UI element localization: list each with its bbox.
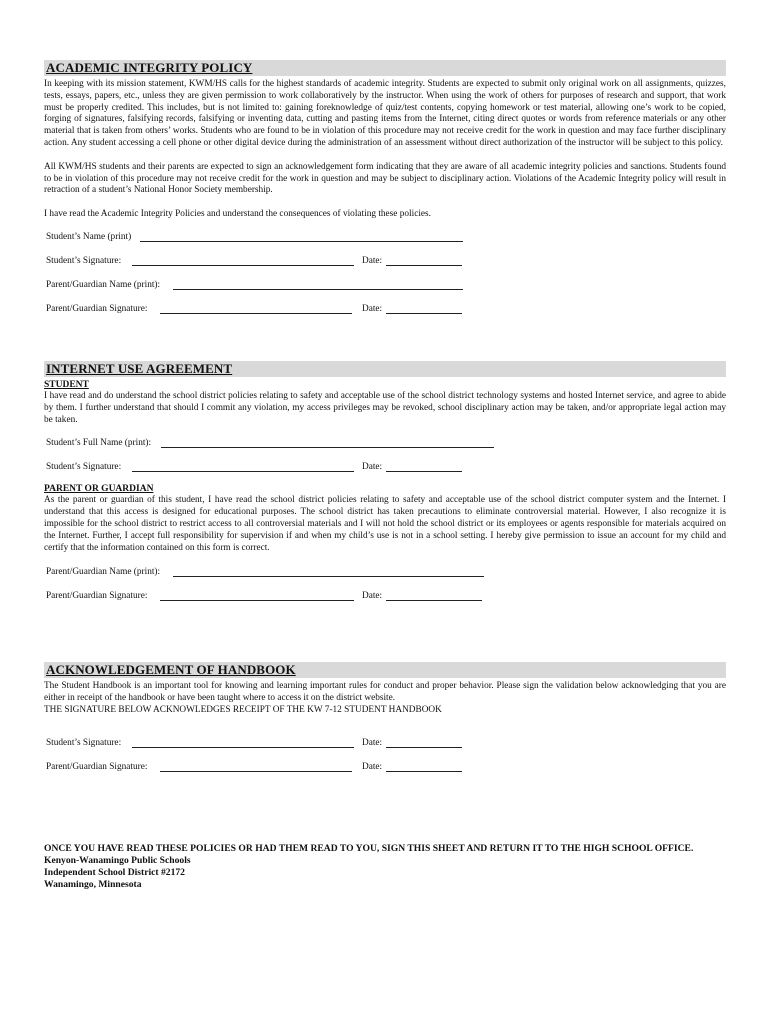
parent-name-label: Parent/Guardian Name (print): [46, 567, 161, 578]
student-full-name-label: Student’s Full Name (print): [46, 438, 152, 449]
internet-parent-name-field[interactable] [173, 566, 484, 577]
internet-parent-name-row [44, 566, 726, 578]
handbook-parent-date-field[interactable] [386, 761, 462, 772]
parent-guardian-subheading: PARENT OR GUARDIAN [44, 484, 154, 495]
handbook-parent-signature-row [44, 761, 726, 773]
student-name-label: Student’s Name (print) [46, 231, 132, 242]
parent-date-field[interactable] [386, 303, 462, 314]
district-number: Independent School District #2172 [44, 867, 185, 879]
academic-paragraph-3: I have read the Academic Integrity Policies and understand the consequences of violating these policies. [44, 209, 431, 220]
internet-student-paragraph: I have read and do understand the school district policies relating to safety and acceptable use of the school district technology systems and hosted Internet service, and agree to abide by them. I further understand that should I commit any violation, my access privileges may be revoked, school disciplinary action may be taken, and/or appropriate legal action may be taken. [44, 390, 726, 425]
handbook-heading: ACKNOWLEDGEMENT OF HANDBOOK [44, 662, 726, 678]
student-name-field[interactable] [140, 231, 463, 242]
handbook-paragraph: The Student Handbook is an important tool for knowing and learning important rules for conduct and proper behavior. Please sign the validation below acknowledging that you are either in receipt of the handbook or have been taught where to access it on the district website. [44, 681, 726, 704]
student-date-field[interactable] [386, 255, 462, 266]
parent-signature-label: Parent/Guardian Signature: [46, 591, 148, 602]
district-location: Wanamingo, Minnesota [44, 879, 142, 891]
academic-parent-signature-row [44, 303, 726, 315]
student-signature-field[interactable] [132, 255, 354, 266]
date-label: Date: [362, 737, 383, 748]
handbook-student-signature-row [44, 737, 726, 749]
parent-signature-field[interactable] [160, 303, 352, 314]
return-instructions: ONCE YOU HAVE READ THESE POLICIES OR HAD THEM READ TO YOU, SIGN THIS SHEET AND RETURN IT TO THE HIGH SCHOOL OFFICE. [44, 842, 694, 854]
internet-student-signature-row [44, 461, 726, 473]
academic-student-name-row [44, 231, 726, 243]
student-signature-label: Student’s Signature: [46, 255, 122, 266]
parent-name-field[interactable] [173, 279, 463, 290]
academic-paragraph-2: All KWM/HS students and their parents are expected to sign an acknowledgement form indicating that they are aware of all academic integrity policies and sanctions. Students found to be in violation of this procedure may not receive credit for the work in question and may be subject to disciplinary action. Violations of the Academic Integrity policy will result in retraction of a student’s National Honor Society membership. [44, 161, 726, 196]
academic-student-signature-row [44, 255, 726, 267]
date-label: Date: [362, 591, 383, 602]
student-signature-label: Student’s Signature: [46, 737, 122, 748]
parent-signature-label: Parent/Guardian Signature: [46, 303, 148, 314]
internet-parent-paragraph: As the parent or guardian of this student, I have read the school district policies relating to safety and acceptable use of the school district computer system and the Internet. I understand that this access is designed for educational purposes. The school district has taken precautions to eliminate controversial material. However, I also recognize it is impossible for the school district to restrict access to all controversial materials and I will not hold the school district or its employees or agents responsible for materials acquired on the Internet. Further, I accept full responsibility for supervision if and when my child’s use is not in a school setting. I hereby give permission to issue an account for my child and certify that the information contained on this form is correct. [44, 495, 726, 553]
handbook-receipt-line: THE SIGNATURE BELOW ACKNOWLEDGES RECEIPT OF THE KW 7-12 STUDENT HANDBOOK [44, 704, 442, 715]
handbook-student-date-field[interactable] [386, 737, 462, 748]
internet-parent-signature-row [44, 590, 726, 602]
internet-use-heading: INTERNET USE AGREEMENT [44, 361, 726, 377]
internet-student-name-row [44, 437, 726, 449]
academic-parent-name-row [44, 279, 726, 291]
date-label: Date: [362, 255, 383, 266]
date-label: Date: [362, 761, 383, 772]
handbook-parent-signature-field[interactable] [160, 761, 352, 772]
student-signature-label: Student’s Signature: [46, 462, 122, 473]
student-subheading: STUDENT [44, 379, 89, 390]
date-label: Date: [362, 462, 383, 473]
form-page [44, 60, 726, 892]
student-full-name-field[interactable] [161, 437, 494, 448]
internet-parent-date-field[interactable] [386, 590, 482, 601]
internet-student-date-field[interactable] [386, 461, 462, 472]
academic-paragraph-1: In keeping with its mission statement, KWM/HS calls for the highest standards of academic integrity. Students are expected to submit only original work on all assignments, quizzes, tests, essays, papers, etc., unless they are given permission to work collaboratively by the instructor. When using the work of others for purposes of research and support, that work must be properly credited. This includes, but is not limited to: gaining foreknowledge of quiz/test contents, copying homework or test material, allowing one’s work to be copied, forging of signatures, falsifying records, falsifying or inventing data, cutting and pasting items from the Internet, citing direct quotes or words from reference materials or any other material that is taken from others’ works. Students who are found to be in violation of this procedure may not receive credit for the work in question and may face further disciplinary action. Any student accessing a cell phone or other digital device during the administration of an assessment without direct authorization of the instructor will be subject to this policy. [44, 79, 726, 148]
internet-parent-signature-field[interactable] [160, 590, 354, 601]
academic-integrity-heading: ACADEMIC INTEGRITY POLICY [44, 60, 726, 76]
internet-student-signature-field[interactable] [132, 461, 354, 472]
parent-signature-label: Parent/Guardian Signature: [46, 761, 148, 772]
date-label: Date: [362, 303, 383, 314]
parent-name-label: Parent/Guardian Name (print): [46, 279, 161, 290]
handbook-student-signature-field[interactable] [132, 737, 354, 748]
district-name: Kenyon-Wanamingo Public Schools [44, 854, 191, 866]
